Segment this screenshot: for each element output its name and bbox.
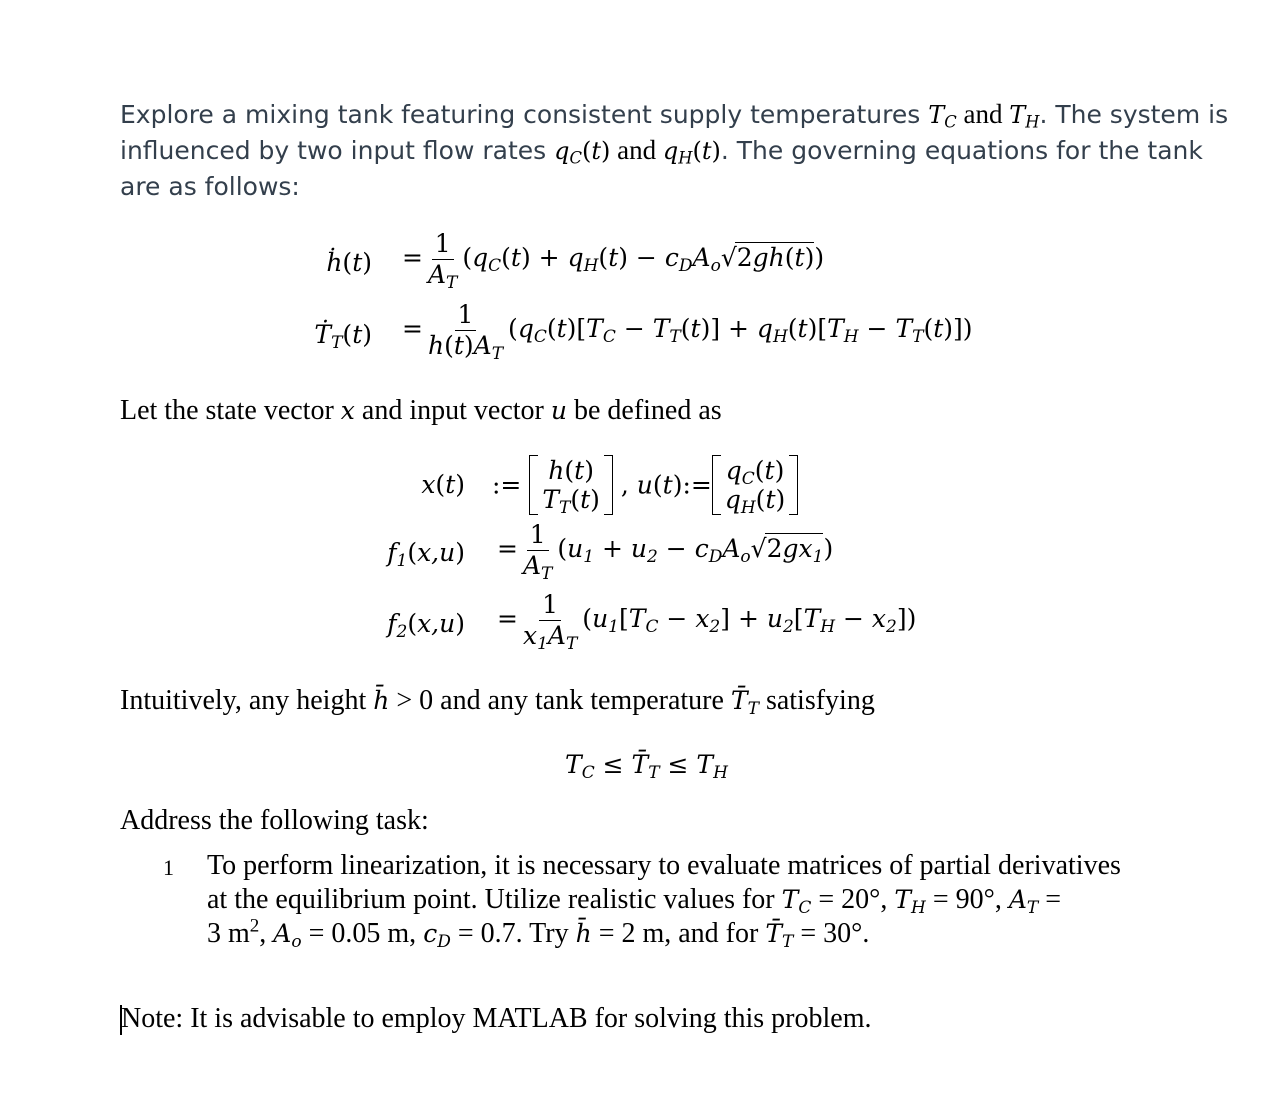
equation-tt-dot-lhs: Ṫ$_T$(t) (314, 320, 372, 353)
task-list-number: 1 (163, 855, 174, 880)
f2-lhs: $f_2(x,u)$ (387, 609, 465, 642)
f1-lhs: $f_1(x,u)$ (387, 538, 465, 571)
equation-tt-dot-rhs: = $\frac{1}{h(t)A_T}$ $(q_C(t)[T_C - T_T(t)] + q_H(t)[T_H - T_T(t)])$ (402, 300, 973, 364)
task-line-3: 3 $m^2$, $A_o = 0.05$ m, $c_D = 0.7$. Try h̄ = 2 m, and for $T̄_T = 30^\circ$. (207, 915, 870, 952)
task-list-item (207, 849, 1187, 951)
u-vector: $q_C(t)$ $q_H(t)$ (712, 455, 798, 515)
f2-rhs: = $\frac{1}{x_1A_T}$ $(u_1[T_C - x_2] + u_2[T_H - x_2])$ (497, 590, 917, 654)
xu-def-rhs: := h(t) $T_T(t)$ , u(t):= $q_C(t)$ $q_H(t)$ (492, 455, 798, 515)
intro-text: . The system is (1039, 100, 1229, 129)
x-def-lhs: x(t) (421, 470, 465, 499)
symbol-tc: $T_C$ (928, 101, 957, 132)
f1-rhs: = $\frac{1}{A_T}$ $(u_1 + u_2 - c_DA_o√2gx_1)$ (497, 520, 834, 584)
state-definition-text: Let the state vector x and input vector u be defined as (120, 395, 722, 426)
intro-text: influenced by two input flow rates (120, 136, 555, 165)
symbol-th: $T_H$ (1009, 101, 1040, 132)
intro-text: Explore a mixing tank featuring consistent supply temperatures (120, 100, 929, 129)
task-heading: Address the following task: (120, 805, 429, 836)
x-vector: h(t) $T_T(t)$ (529, 455, 613, 515)
equation-h-dot-rhs: = $\frac{1}{A_T}$ $(q_C(t) + q_H(t) - c_DA_o√2gh(t))$ (402, 229, 825, 293)
equilibrium-condition: $T_C$ ≤ $T̄_T \le T_H$ (565, 750, 728, 783)
task-line-2: at the equilibrium point. Utilize realistic values for $T_C = 20^\circ$, $T_H = 90^\circ$, $A_T$ = (207, 884, 1062, 918)
equation-h-dot-lhs: ḣ(t) (326, 248, 372, 277)
symbol-qh: $q_H(t)$ (662, 137, 721, 168)
intro-text: and (956, 99, 1010, 129)
equilibrium-text: Intuitively, any height h̄ > 0 and any tank temperature $T̄_T$ satisfying (120, 685, 875, 719)
note-text: Note: It is advisable to employ MATLAB for solving this problem. (121, 1003, 872, 1034)
intro-text: . The governing equations for the tank (720, 136, 1203, 165)
intro-paragraph (120, 97, 1229, 204)
task-line-1: To perform linearization, it is necessary to evaluate matrices of partial derivatives (207, 850, 1121, 881)
intro-text: and (610, 135, 663, 165)
symbol-qc: $q_C(t)$ (554, 137, 611, 168)
intro-text: are as follows: (120, 172, 300, 201)
